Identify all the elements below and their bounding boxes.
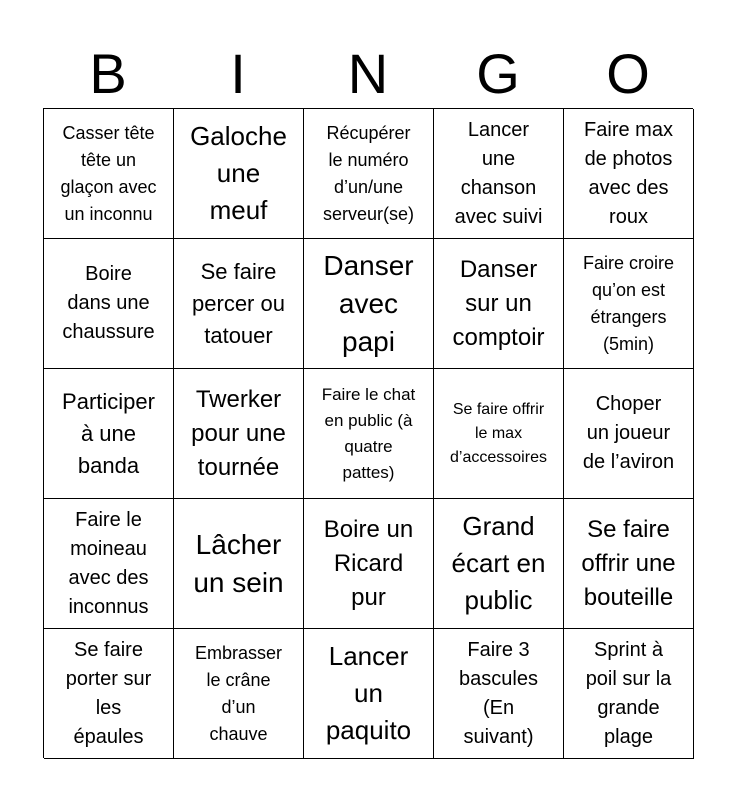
bingo-cell[interactable]	[174, 629, 304, 759]
bingo-cell[interactable]	[564, 109, 694, 239]
bingo-cell[interactable]	[174, 369, 304, 499]
bingo-cell-label: Danser sur un comptoir	[452, 255, 545, 351]
bingo-cell[interactable]	[434, 629, 564, 759]
bingo-cell-label: Boire dans une chaussure	[62, 263, 155, 343]
bingo-cell-label: Se faire offrir une bouteille	[581, 515, 676, 611]
bingo-cell[interactable]	[44, 499, 174, 629]
bingo-cell-label: Faire max de photos avec des roux	[584, 118, 673, 228]
bingo-cell[interactable]	[304, 109, 434, 239]
header-letter-g: G	[476, 42, 520, 105]
bingo-cell[interactable]	[434, 239, 564, 369]
bingo-cell-label: Danser avec papi	[323, 249, 414, 357]
bingo-cell[interactable]	[174, 109, 304, 239]
bingo-cell[interactable]	[564, 629, 694, 759]
bingo-cell[interactable]	[304, 369, 434, 499]
bingo-cell[interactable]	[564, 499, 694, 629]
bingo-cell-label: Participer à une banda	[62, 388, 155, 478]
bingo-cell[interactable]	[304, 239, 434, 369]
bingo-cell-label: Se faire percer ou tatouer	[192, 258, 285, 348]
bingo-cell[interactable]	[44, 369, 174, 499]
bingo-cell[interactable]	[304, 629, 434, 759]
bingo-cell[interactable]	[174, 499, 304, 629]
bingo-cell-label: Faire croire qu’on est étrangers (5min)	[582, 252, 675, 354]
bingo-header	[43, 40, 693, 108]
header-letter-n: N	[347, 42, 389, 105]
bingo-cell-label: Faire le moineau avec des inconnus	[68, 508, 149, 618]
header-letter-b: B	[89, 42, 127, 105]
bingo-cell-label: Galoche une meuf	[190, 121, 287, 225]
bingo-cell-label: Faire 3 bascules (En suivant)	[459, 638, 538, 748]
bingo-cell-label: Lancer une chanson avec suivi	[454, 118, 543, 228]
bingo-cell-label: Choper un joueur de l’aviron	[582, 393, 675, 473]
bingo-cell-label: Se faire offrir le max d’accessoires	[450, 400, 547, 466]
bingo-board	[43, 108, 693, 758]
bingo-cell-label: Lâcher un sein	[193, 528, 284, 598]
bingo-cell[interactable]	[564, 369, 694, 499]
bingo-cell[interactable]	[434, 499, 564, 629]
bingo-cell[interactable]	[174, 239, 304, 369]
bingo-cell[interactable]	[434, 369, 564, 499]
bingo-cell-label: Sprint à poil sur la grande plage	[585, 638, 672, 748]
bingo-cell[interactable]	[434, 109, 564, 239]
bingo-cell-label: Grand écart en public	[451, 511, 546, 615]
bingo-cell[interactable]	[304, 499, 434, 629]
bingo-cell-label: Boire un Ricard pur	[323, 515, 414, 611]
header-letter-i: I	[230, 42, 246, 105]
bingo-cell-label: Lancer un paquito	[325, 641, 412, 745]
bingo-cell-label: Se faire porter sur les épaules	[65, 638, 152, 748]
bingo-cell[interactable]	[44, 239, 174, 369]
bingo-cell[interactable]	[44, 109, 174, 239]
header-letter-o: O	[606, 42, 650, 105]
bingo-cell-label: Récupérer le numéro d’un/une serveur(se)	[322, 122, 415, 224]
bingo-cell[interactable]	[564, 239, 694, 369]
bingo-cell-label: Embrasser le crâne d’un chauve	[194, 642, 283, 744]
bingo-cell[interactable]	[44, 629, 174, 759]
bingo-cell-label: Casser tête tête un glaçon avec un inconnu	[60, 122, 157, 224]
bingo-cell-label: Twerker pour une tournée	[191, 385, 286, 481]
bingo-cell-label: Faire le chat en public (à quatre pattes)	[321, 384, 416, 482]
